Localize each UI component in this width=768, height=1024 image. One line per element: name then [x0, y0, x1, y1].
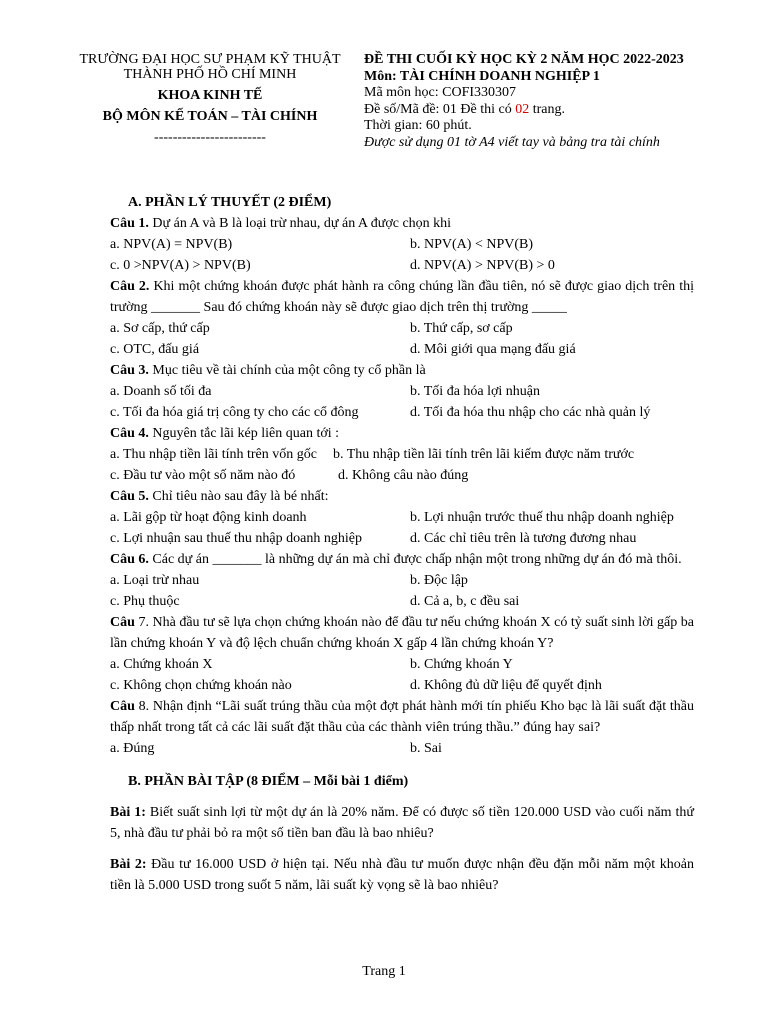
option-a: a. Chứng khoán X: [110, 657, 213, 672]
section-b-title: B. PHẦN BÀI TẬP (8 ĐIỂM – Mỗi bài 1 điểm): [128, 774, 409, 789]
question-text: 8. Nhận định “Lãi suất trúng thầu của một đợt phát hành mới tín phiếu Kho bạc là lãi suất đặt thầu thấp nhất trong tất cả các lãi suất đặt thầu của các thành viên trúng thầu.” đúng hay sai?: [110, 699, 694, 735]
problem-2: [110, 854, 694, 896]
option-d: d. Tối đa hóa thu nhập cho các nhà quản lý: [410, 405, 651, 420]
exam-duration: Thời gian: 60 phút.: [364, 118, 472, 133]
problem-text: Biết suất sinh lợi từ một dự án là 20% năm. Để có được số tiền 120.000 USD vào cuối năm thứ 5, nhà đầu tư phải bỏ ra một số tiền ban đầu là bao nhiêu?: [110, 805, 695, 841]
option-d: d. Môi giới qua mạng đấu giá: [410, 342, 576, 357]
option-b: b. Thu nhập tiền lãi tính trên lãi kiếm được năm trước: [332, 447, 635, 462]
subject-name: Môn: TÀI CHÍNH DOANH NGHIỆP 1: [364, 68, 600, 84]
header-left: [72, 52, 348, 145]
school-name-line1: TRƯỜNG ĐẠI HỌC SƯ PHẠM KỸ THUẬT: [79, 52, 341, 67]
option-b: b. Lợi nhuận trước thuế thu nhập doanh nghiệp: [410, 510, 674, 525]
option-c: c. Không chọn chứng khoán nào: [110, 678, 292, 693]
question-number: Câu: [110, 615, 135, 630]
question-8: [110, 696, 694, 738]
exam-title: ĐỀ THI CUỐI KỲ HỌC KỲ 2 NĂM HỌC 2022-2023: [364, 52, 684, 67]
option-c: c. Tối đa hóa giá trị công ty cho các cổ đông: [110, 405, 359, 420]
question-2: [110, 276, 694, 318]
department-name: BỘ MÔN KẾ TOÁN – TÀI CHÍNH: [102, 109, 318, 124]
question-6: [110, 549, 694, 570]
option-a: a. Lãi gộp từ hoạt động kinh doanh: [110, 510, 307, 525]
exam-code-line: [364, 102, 704, 119]
header-right: [364, 52, 704, 151]
option-a: a. NPV(A) = NPV(B): [110, 237, 233, 252]
question-text: Chỉ tiêu nào sau đây là bé nhất:: [148, 489, 329, 504]
question-number: Câu 3.: [110, 363, 149, 378]
question-text: Mục tiêu về tài chính của một công ty cổ phần là: [148, 363, 426, 378]
problem-number: Bài 2:: [110, 857, 147, 872]
faculty-name: KHOA KINH TẾ: [157, 88, 263, 103]
option-d: d. Không đủ dữ liệu để quyết định: [410, 678, 602, 693]
question-5: [110, 486, 694, 507]
option-a: a. Đúng: [110, 741, 155, 756]
question-text: Các dự án _______ là những dự án mà chỉ được chấp nhận một trong những dự án đó mà thôi.: [148, 552, 682, 567]
option-d: d. Cả a, b, c đều sai: [410, 594, 520, 609]
question-text: Khi một chứng khoán được phát hành ra công chúng lần đầu tiên, nó sẽ được giao dịch trên thị trường _______ Sau đó chứng khoán này sẽ được giao dịch trên thị trường _____: [110, 279, 694, 315]
question-number: Câu 6.: [110, 552, 149, 567]
exam-code-prefix: Đề số/Mã đề: 01 Đề thi có: [364, 101, 516, 117]
option-b: b. Tối đa hóa lợi nhuận: [410, 384, 541, 399]
exam-code-suffix: trang.: [529, 101, 566, 117]
question-number: Câu 4.: [110, 426, 149, 441]
option-b: b. Sai: [410, 741, 442, 756]
question-number: Câu 5.: [110, 489, 149, 504]
question-3: [110, 360, 694, 381]
option-b: b. Chứng khoán Y: [410, 657, 513, 672]
allowed-materials: Được sử dụng 01 tờ A4 viết tay và bảng tra tài chính: [364, 134, 660, 150]
question-7: [110, 612, 694, 654]
question-text: Dự án A và B là loại trừ nhau, dự án A được chọn khi: [148, 216, 452, 231]
question-1: [110, 213, 694, 234]
page-footer: Trang 1: [362, 964, 406, 979]
problem-text: Đầu tư 16.000 USD ở hiện tại. Nếu nhà đầu tư muốn được nhận đều đặn mỗi năm một khoản tiền là 5.000 USD trong suốt 5 năm, lãi suất kỳ vọng sẽ là bao nhiêu?: [110, 857, 695, 893]
option-a: a. Doanh số tối đa: [110, 384, 212, 399]
option-d: d. Không câu nào đúng: [338, 468, 469, 483]
course-code: Mã môn học: COFI330307: [364, 85, 517, 100]
option-a: a. Loại trừ nhau: [110, 573, 200, 588]
option-d: d. NPV(A) > NPV(B) > 0: [410, 258, 555, 273]
question-number: Câu: [110, 699, 135, 714]
question-4: [110, 423, 694, 444]
option-c: c. Lợi nhuận sau thuế thu nhập doanh nghiệp: [110, 531, 362, 546]
question-text: Nguyên tắc lãi kép liên quan tới :: [148, 426, 340, 441]
question-text: 7. Nhà đầu tư sẽ lựa chọn chứng khoán nào để đầu tư nếu chứng khoán X có tỷ suất sinh lời gấp ba lần chứng khoán Y và độ lệch chuẩn chứng khoán X gấp 4 lần chứng khoán Y?: [110, 615, 694, 651]
option-c: c. 0 >NPV(A) > NPV(B): [110, 258, 251, 273]
page-count: 02: [515, 101, 530, 117]
option-c: c. Phụ thuộc: [110, 594, 180, 609]
option-c: c. Đầu tư vào một số năm nào đó: [110, 468, 296, 483]
option-b: b. NPV(A) < NPV(B): [410, 237, 534, 252]
problem-1: [110, 802, 694, 844]
option-c: c. OTC, đấu giá: [110, 342, 200, 357]
school-name-line2: THÀNH PHỐ HỒ CHÍ MINH: [123, 67, 297, 82]
question-number: Câu 2.: [110, 279, 150, 294]
option-a: a. Thu nhập tiền lãi tính trên vốn gốc: [110, 447, 317, 462]
header-separator: ------------------------: [154, 130, 266, 145]
option-b: b. Độc lập: [410, 573, 468, 588]
question-number: Câu 1.: [110, 216, 149, 231]
option-b: b. Thứ cấp, sơ cấp: [410, 321, 513, 336]
exam-body: [110, 192, 694, 896]
problem-number: Bài 1:: [110, 805, 146, 820]
option-d: d. Các chỉ tiêu trên là tương đương nhau: [410, 531, 637, 546]
section-a-title: A. PHẦN LÝ THUYẾT (2 ĐIỂM): [128, 195, 332, 210]
option-a: a. Sơ cấp, thứ cấp: [110, 321, 210, 336]
